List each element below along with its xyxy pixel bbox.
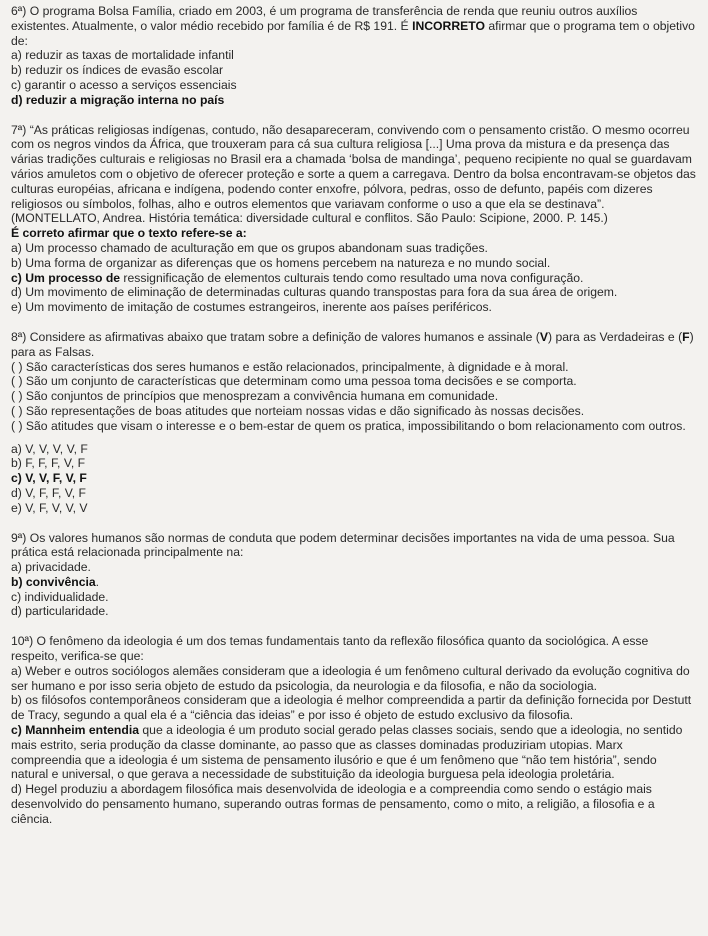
question-8-option-d: d) V, F, F, V, F [11,485,86,500]
question-8-option-a: a) V, V, V, V, F [11,441,88,456]
question-9-answer: b) convivência. [11,574,100,589]
question-6-option-a: a) reduzir as taxas de mortalidade infantil [11,48,234,63]
question-9-stem: 9ª) Os valores humanos são normas de conduta que podem determinar decisões importantes na vida de uma pessoa. Sua prática está relacionada principalmente na: [11,530,675,560]
question-10-option-d: d) Hegel produziu a abordagem filosófica mais desenvolvida de ideologia e a compreendia como sendo o estágio mais desenvolvido do pensamento humano, superando outras formas de pensamento, como o mito, a religião, a filosofia e a ciência. [11,782,655,826]
question-7 [11,123,696,315]
question-7-option-e: e) Um movimento de imitação de costumes estrangeiros, inerente aos países periféricos. [11,300,492,315]
question-9-option-d: d) particularidade. [11,604,109,619]
question-9 [11,531,696,620]
question-6 [11,4,696,108]
question-7-option-b: b) Uma forma de organizar as diferenças que os homens percebem na natureza e no mundo social. [11,255,551,270]
question-6-stem: 6ª) O programa Bolsa Família, criado em 2003, é um programa de transferência de renda que reuniu outros auxílios existentes. Atualmente, o valor médio recebido por família é de R$ 191. É INCORRETO afirmar que o programa tem o objetivo de: [11,4,695,48]
question-8-statement: ( ) São características dos seres humanos e estão relacionados, principalmente, à dignidade e à moral. [11,359,569,374]
question-7-prompt: É correto afirmar que o texto refere-se a: [11,226,247,241]
question-8-statement: ( ) São conjuntos de princípios que menosprezam a convivência humana em comunidade. [11,389,499,404]
question-8-answer: c) V, V, F, V, F [11,471,87,486]
incorreto-emphasis: INCORRETO [412,18,485,33]
question-8-statement: ( ) São um conjunto de características que determinam como uma pessoa toma decisões e se comporta. [11,374,577,389]
question-8-option-e: e) V, F, V, V, V [11,500,88,515]
question-8 [11,330,696,516]
question-10-stem: 10ª) O fenômeno da ideologia é um dos temas fundamentais tanto da reflexão filosófica quanto da sociológica. A esse respeito, verifica-se que: [11,634,649,664]
question-6-option-b: b) reduzir os índices de evasão escolar [11,63,224,78]
question-8-statement: ( ) São representações de boas atitudes que norteiam nossas vidas e dão significado às nossas decisões. [11,403,585,418]
question-7-option-a: a) Um processo chamado de aculturação em que os grupos abandonam suas tradições. [11,240,488,255]
question-8-option-b: b) F, F, F, V, F [11,456,86,471]
question-7-answer: c) Um processo de ressignificação de elementos culturais tendo como resultado uma nova configuração. [11,270,584,285]
question-9-option-c: c) individualidade. [11,589,109,604]
question-10-option-b: b) os filósofos contemporâneos consideram que a ideologia é melhor compreendida a partir da definição fornecida por Destutt de Tracy, segundo a qual ela é a “ciência das ideias” e por isso é objeto de estudo exclusivo da filosofia. [11,693,692,723]
question-9-option-a: a) privacidade. [11,560,91,575]
question-10-option-a: a) Weber e outros sociólogos alemães consideram que a ideologia é um fenômeno cultural derivado da evolução cognitiva do ser humano e por isso seria objeto de estudo da psicologia, da neurologia e da filosofia, e não da sociologia. [11,663,690,693]
question-6-answer: d) reduzir a migração interna no país [11,92,225,107]
question-10-answer: c) Mannheim entendia que a ideologia é um produto social gerado pelas classes sociais, sendo que a ideologia, no sentido mais estrito, seria produção da classe dominante, ao passo que as classes dominadas produziriam utopias. Marx compreendia que a ideologia é um sistema de pensamento ilusório e que é um fenômeno que “não tem história”, sendo natural e universal, o que gerava a necessidade de substituição da ideologia burguesa pela ideologia proletária. [11,723,683,782]
question-6-option-c: c) garantir o acesso a serviços essenciais [11,77,237,92]
question-7-stem: 7ª) “As práticas religiosas indígenas, contudo, não desapareceram, convivendo com o pensamento cristão. O mesmo ocorreu com os negros vindos da África, que trouxeram para cá sua cultura religiosa [...] Uma prova da mistura e da presença das várias tradições culturais e religiosas no Brasil era a chamada ‘bolsa de mandinga’, pequeno recipiente no qual se guardavam vários amuletos com o objetivo de oferecer proteção e sorte a quem a carregava. Dentro da bolsa encontravam-se objetos das culturas européias, africana e indígena, podendo conter enxofre, pólvora, pedras, osso de defunto, papéis com dizeres religiosos ou símbolos, folhas, alho e outros elementos que variavam conforme o uso a que ela se destinava”. (MONTELLATO, Andrea. História temática: diversidade cultural e conflitos. São Paulo: Scipione, 2000. P. 145.) [11,122,696,226]
question-8-statement: ( ) São atitudes que visam o interesse e o bem-estar de quem os pratica, impossibilitando o bom relacionamento com outros. [11,418,686,433]
question-10 [11,634,696,826]
question-7-option-d: d) Um movimento de eliminação de determinadas culturas quando transpostas para fora da sua área de origem. [11,285,618,300]
question-8-stem: 8ª) Considere as afirmativas abaixo que tratam sobre a definição de valores humanos e assinale (V) para as Verdadeiras e (F) para as Falsas. [11,329,694,359]
